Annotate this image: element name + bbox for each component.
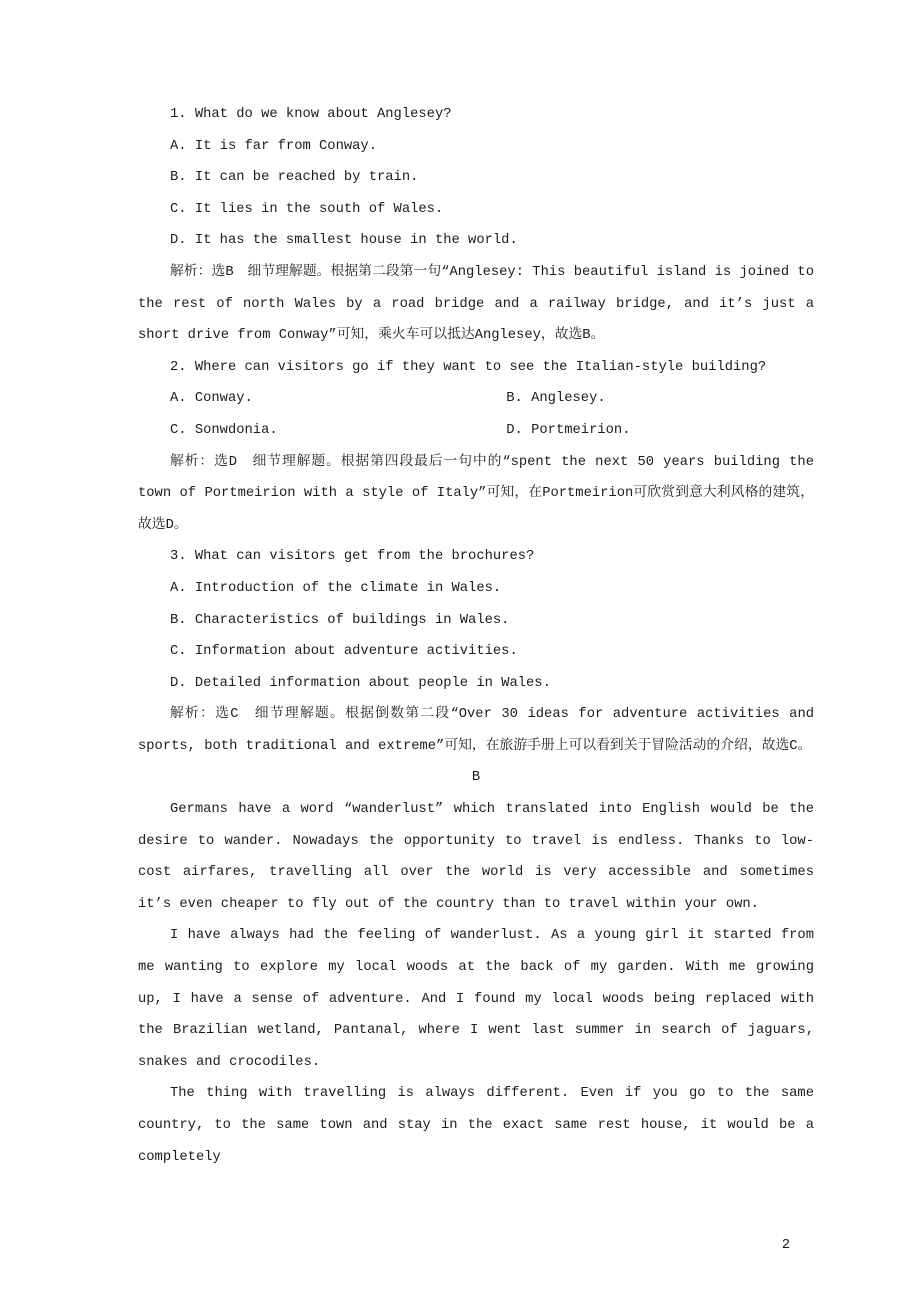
page-content	[138, 99, 814, 1173]
question-1-option-b: B. It can be reached by train.	[170, 170, 419, 186]
question-2-options-row-2	[138, 415, 814, 447]
question-3-option-d: D. Detailed information about people in Wales.	[170, 675, 551, 691]
question-1-prompt: 1. What do we know about Anglesey?	[170, 107, 452, 122]
passage-b-paragraph-3: The thing with travelling is always different. Even if you go to the same country, to the same town and stay in the exact same rest house, it would be a completely	[138, 1086, 814, 1165]
question-2-option-b: B. Anglesey.	[506, 391, 606, 407]
question-2-analysis: 解析：选D 细节理解题。根据第四段最后一句中的“spent the next 50 years building the town of Portmeirion with a style of Italy”可知，在Portmeirion可欣赏到意大利风格的建筑，故选D。	[138, 454, 814, 533]
question-2-option-c: C. Sonwdonia.	[170, 422, 278, 438]
passage-b-paragraph-1: Germans have a word “wanderlust” which translated into English would be the desire to wander. Nowadays the opportunity to travel is endless. Thanks to low-cost airfares, travelling all over the world is very accessible and sometimes it’s even cheaper to fly out of the country than to travel within your own.	[138, 802, 814, 912]
question-2-prompt: 2. Where can visitors go if they want to see the Italian-style building?	[170, 359, 767, 375]
question-3-analysis: 解析：选C 细节理解题。根据倒数第二段“Over 30 ideas for adventure activities and sports, both traditional and extreme”可知，在旅游手册上可以看到关于冒险活动的介绍，故选C。	[138, 707, 814, 754]
question-2-options-row-1	[138, 383, 814, 415]
question-1-option-d: D. It has the smallest house in the world.	[170, 233, 518, 249]
question-3-option-a: A. Introduction of the climate in Wales.	[170, 580, 502, 596]
question-1-option-c: C. It lies in the south of Wales.	[170, 201, 444, 217]
question-3-prompt: 3. What can visitors get from the brochures?	[170, 549, 535, 565]
section-b-label: B	[471, 770, 481, 786]
question-2-option-d: D. Portmeirion.	[506, 422, 631, 438]
question-2-option-a: A. Conway.	[170, 391, 253, 407]
passage-b-paragraph-2: I have always had the feeling of wanderlust. As a young girl it started from me wanting to explore my local woods at the back of my garden. With me growing up, I have a sense of adventure. And I found my local woods being replaced with the Brazilian wetland, Pantanal, where I went last summer in search of jaguars, snakes and crocodiles.	[138, 928, 814, 1070]
question-3-option-b: B. Characteristics of buildings in Wales.	[170, 612, 510, 628]
question-1-option-a: A. It is far from Conway.	[170, 138, 377, 154]
question-3-option-c: C. Information about adventure activities.	[170, 644, 518, 660]
page-number: 2	[781, 1238, 790, 1253]
question-1-analysis: 解析：选B 细节理解题。根据第二段第一句“Anglesey: This beautiful island is joined to the rest of north Wales by a road bridge and a railway bridge, and it’s just a short drive from Conway”可知，乘火车可以抵达Anglesey，故选B。	[138, 264, 814, 344]
